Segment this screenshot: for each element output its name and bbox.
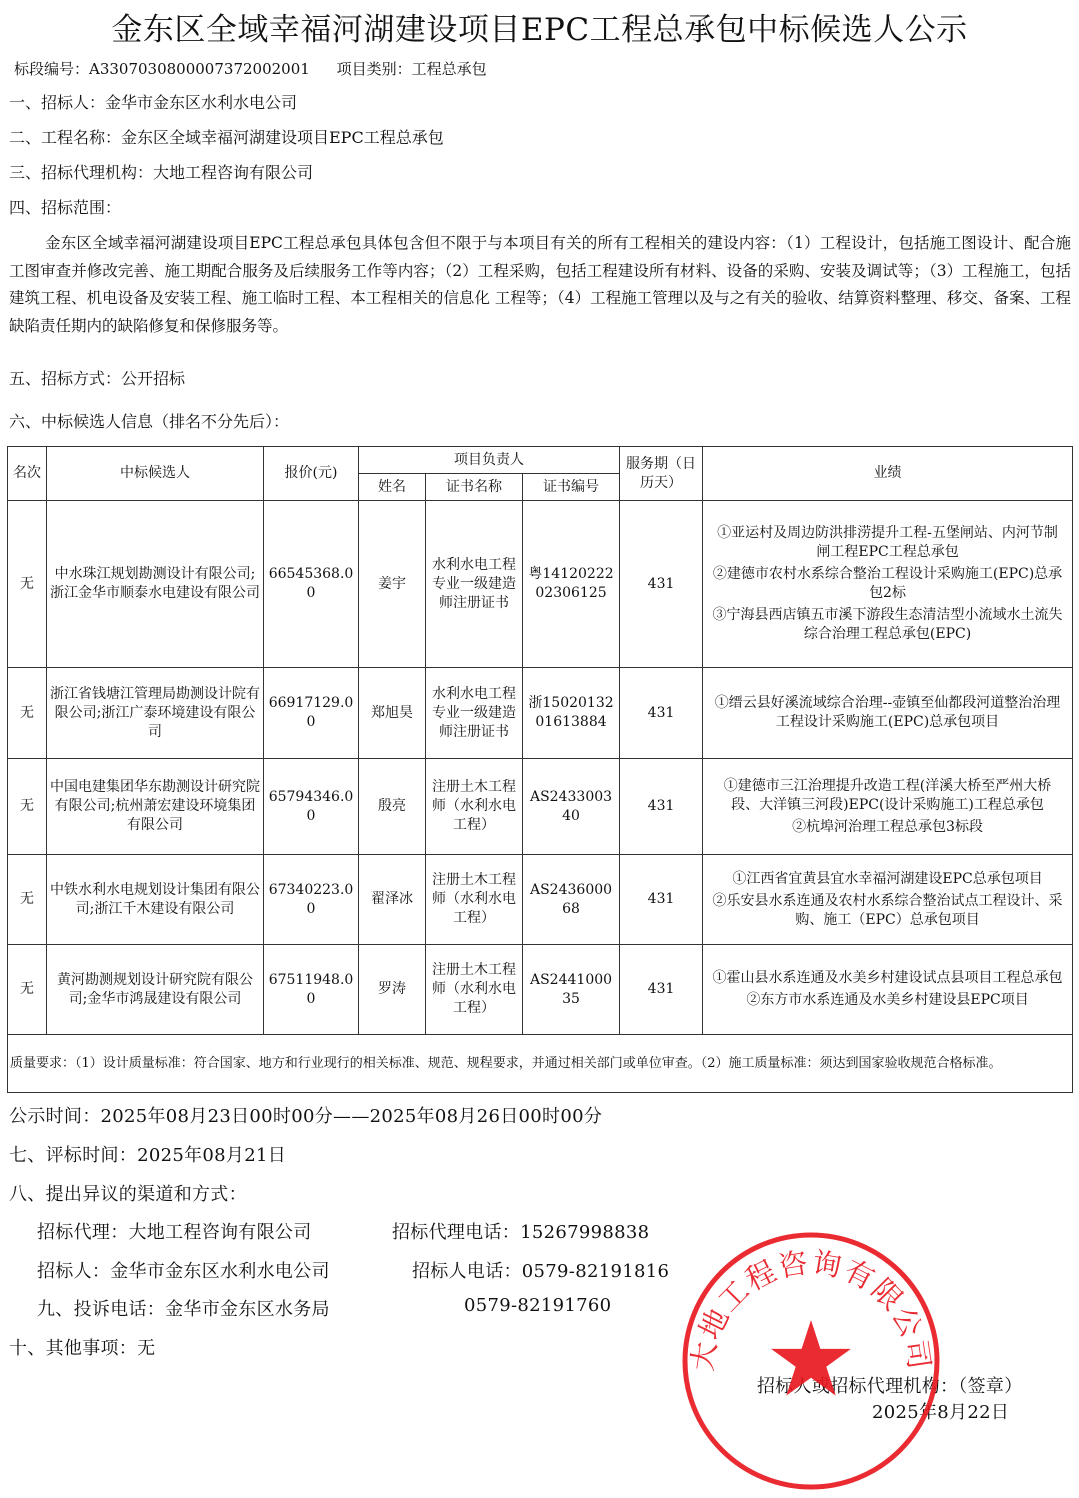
cell-price: 66545368.00 — [264, 501, 359, 668]
agent-contact: 招标代理：大地工程咨询有限公司 — [37, 1222, 312, 1243]
section-number: 标段编号：A3307030800007372002001 — [14, 60, 310, 78]
section-agency: 三、招标代理机构：大地工程咨询有限公司 — [9, 163, 314, 182]
meta-line — [14, 58, 509, 79]
cell-cert-no: AS243600068 — [523, 855, 620, 945]
header-cert-no: 证书编号 — [523, 474, 620, 501]
achievement-item: ②东方市水系连通及水美乡村建设县EPC项目 — [746, 992, 1029, 1008]
header-rank: 名次 — [8, 447, 47, 501]
cell-cert-no: AS244100035 — [523, 945, 620, 1035]
cell-period: 431 — [620, 759, 703, 855]
achievement-item: ②杭埠河治理工程总承包3标段 — [792, 818, 983, 835]
header-achievements: 业绩 — [703, 447, 1073, 501]
quality-row — [8, 1035, 1073, 1093]
header-row — [8, 447, 1073, 474]
seal-text: 大地工程咨询有限公司 — [685, 1245, 937, 1374]
signature-date: 2025年8月22日 — [872, 1402, 1010, 1423]
cell-price: 66917129.00 — [264, 668, 359, 759]
cell-rank: 无 — [8, 759, 47, 855]
section-evaluation-time: 七、评标时间：2025年08月21日 — [9, 1145, 287, 1166]
section-project-name: 二、工程名称：金东区全域幸福河湖建设项目EPC工程总承包 — [9, 128, 444, 147]
signature-line: 招标人或招标代理机构：（签章） — [757, 1376, 1023, 1397]
achievement-item: ③宁海县西店镇五市溪下游段生态清洁型小流域水土流失综合治理工程总承包(EPC) — [712, 607, 1063, 642]
cell-manager-name: 翟泽冰 — [359, 855, 426, 945]
cell-achievements — [703, 855, 1073, 945]
company-seal — [680, 1230, 942, 1492]
cell-rank: 无 — [8, 945, 47, 1035]
cell-candidate: 中铁水利水电规划设计集团有限公司;浙江千木建设有限公司 — [47, 855, 264, 945]
achievement-item: ①江西省宜黄县宜水幸福河湖建设EPC总承包项目 — [732, 870, 1043, 887]
achievement-item: ①霍山县水系连通及水美乡村建设试点县项目工程总承包 — [712, 970, 1063, 986]
cell-cert-no: 粤1412022202306125 — [523, 501, 620, 668]
cell-achievements — [703, 501, 1073, 668]
cell-price: 67511948.00 — [264, 945, 359, 1035]
cell-manager-name: 姜宇 — [359, 501, 426, 668]
cell-cert-no: AS243300340 — [523, 759, 620, 855]
achievement-item: ①亚运村及周边防洪排涝提升工程-五堡闸站、内河节制闸工程EPC工程总承包 — [717, 525, 1058, 560]
section-method: 五、招标方式：公开招标 — [9, 369, 186, 388]
cell-rank: 无 — [8, 668, 47, 759]
agent-phone: 招标代理电话：15267998838 — [392, 1222, 650, 1243]
project-category: 项目类别：工程总承包 — [336, 60, 487, 78]
header-period: 服务期（日历天） — [620, 447, 703, 501]
candidates-table — [7, 446, 1073, 1093]
cell-achievements — [703, 759, 1073, 855]
cell-period: 431 — [620, 668, 703, 759]
cell-candidate: 浙江省钱塘江管理局勘测设计院有限公司;浙江广泰环境建设有限公司 — [47, 668, 264, 759]
cell-price: 67340223.00 — [264, 855, 359, 945]
cell-period: 431 — [620, 501, 703, 668]
cell-manager-name: 郑旭昊 — [359, 668, 426, 759]
section-complaint: 九、投诉电话：金华市金东区水务局 — [37, 1299, 330, 1320]
complaint-phone: 0579-82191760 — [464, 1295, 612, 1316]
cell-rank: 无 — [8, 855, 47, 945]
publicity-time: 公示时间：2025年08月23日00时00分——2025年08月26日00时00分 — [9, 1106, 603, 1127]
cell-period: 431 — [620, 855, 703, 945]
cell-manager-name: 殷亮 — [359, 759, 426, 855]
header-cert-name: 证书名称 — [426, 474, 523, 501]
cell-cert-name: 注册土木工程师（水利水电工程） — [426, 759, 523, 855]
cell-candidate: 中水珠江规划勘测设计有限公司;浙江金华市顺泰水电建设有限公司 — [47, 501, 264, 668]
tenderer-phone: 招标人电话：0579-82191816 — [412, 1261, 670, 1282]
tenderer-contact: 招标人：金华市金东区水利水电公司 — [37, 1261, 330, 1282]
table-row — [8, 501, 1073, 668]
cell-price: 65794346.00 — [264, 759, 359, 855]
section-other: 十、其他事项：无 — [9, 1338, 156, 1359]
scope-paragraph: 金东区全域幸福河湖建设项目EPC工程总承包具体包含但不限于与本项目有关的所有工程相关的建设内容：（1）工程设计，包括施工图设计、配合施工图审查并修改完善、施工期配合服务及后续服务工作等内容；（2）工程采购，包括工程建设所有材料、设备的采购、安装及调试等；（3）工程施工，包括建筑工程、机电设备及安装工程、施工临时工程、本工程相关的信息化 工程等；（4）工程施工管理以及与之有关的验收、结算资料整理、移交、备案、工程缺陷责任期内的缺陷修复和保修服务等。 — [9, 234, 1071, 335]
cell-cert-name: 注册土木工程师（水利水电工程） — [426, 945, 523, 1035]
achievement-item: ①建德市三江治理提升改造工程(洋溪大桥至严州大桥段、大洋镇三河段)EPC(设计采购施工)工程总承包 — [723, 777, 1052, 813]
achievement-item: ②建德市农村水系综合整治工程设计采购施工(EPC)总承包2标 — [712, 566, 1063, 601]
cell-candidate: 黄河勘测规划设计研究院有限公司;金华市鸿晟建设有限公司 — [47, 945, 264, 1035]
achievement-item: ①缙云县好溪流域综合治理--壶镇至仙都段河道整治治理工程设计采购施工(EPC)总承包项目 — [714, 695, 1061, 730]
header-price: 报价(元) — [264, 447, 359, 501]
table-row — [8, 668, 1073, 759]
header-name: 姓名 — [359, 474, 426, 501]
star-icon — [771, 1320, 851, 1396]
header-candidate: 中标候选人 — [47, 447, 264, 501]
quality-requirements: 质量要求：（1）设计质量标准：符合国家、地方和行业现行的相关标准、规范、规程要求，并通过相关部门或单位审查。（2）施工质量标准：须达到国家验收规范合格标准。 — [8, 1035, 1073, 1093]
section-scope-heading: 四、招标范围： — [9, 198, 122, 217]
section-objection-heading: 八、提出异议的渠道和方式： — [9, 1184, 247, 1205]
page-title: 金东区全域幸福河湖建设项目EPC工程总承包中标候选人公示 — [111, 12, 968, 48]
cell-cert-name: 注册土木工程师（水利水电工程） — [426, 855, 523, 945]
achievement-item: ②乐安县水系连通及农村水系综合整治试点工程设计、采购、施工（EPC）总承包项目 — [712, 892, 1063, 928]
table-row — [8, 855, 1073, 945]
cell-rank: 无 — [8, 501, 47, 668]
cell-achievements — [703, 668, 1073, 759]
section-candidates-heading: 六、中标候选人信息（排名不分先后）： — [9, 412, 290, 431]
table-row — [8, 759, 1073, 855]
cell-cert-name: 水利水电工程专业一级建造师注册证书 — [426, 668, 523, 759]
cell-achievements — [703, 945, 1073, 1035]
cell-period: 431 — [620, 945, 703, 1035]
cell-cert-name: 水利水电工程专业一级建造师注册证书 — [426, 501, 523, 668]
cell-cert-no: 浙1502013201613884 — [523, 668, 620, 759]
cell-candidate: 中国电建集团华东勘测设计研究院有限公司;杭州萧宏建设环境集团有限公司 — [47, 759, 264, 855]
cell-manager-name: 罗涛 — [359, 945, 426, 1035]
section-tenderer: 一、招标人：金华市金东区水利水电公司 — [9, 93, 298, 112]
table-row — [8, 945, 1073, 1035]
header-manager: 项目负责人 — [359, 447, 620, 474]
